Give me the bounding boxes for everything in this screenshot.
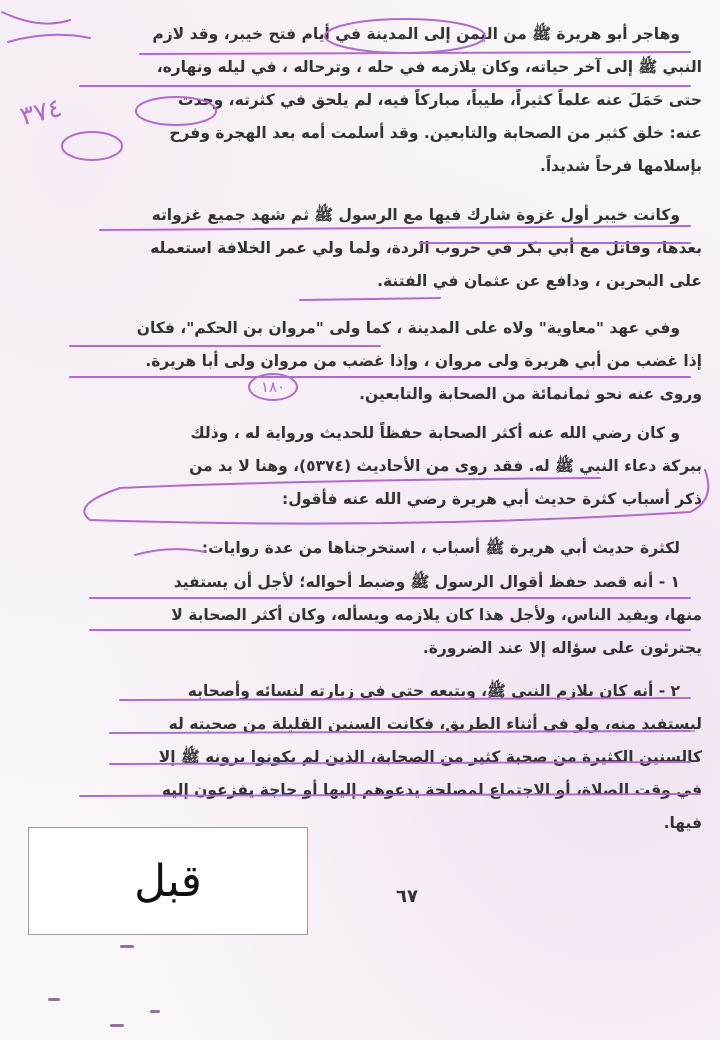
text-line: كالسنين الكثيرة من صحبة كثير من الصحابة، الذين لم يكونوا يرونه ﷺ إلا xyxy=(158,748,702,766)
paragraph-6 xyxy=(70,566,702,665)
text-line: وهاجر أبو هريرة ﷺ من اليمن إلى المدينة في أيام فتح خيبر، وقد لازم xyxy=(152,25,680,43)
label-box xyxy=(28,827,308,935)
text-line: عنه: خلق كثير من الصحابة والتابعين. وقد أسلمت أمه بعد الهجرة وفرح xyxy=(169,124,702,142)
text-line: وفي عهد "معاوية" ولاه على المدينة ، كما ولى "مروان بن الحكم"، فكان xyxy=(136,319,680,337)
page-number: ٦٧ xyxy=(396,886,418,907)
paragraph-1 xyxy=(70,18,702,183)
paragraph-2 xyxy=(70,199,702,298)
text-line: لكثرة حديث أبي هريرة ﷺ أسباب ، استخرجناها من عدة روايات: xyxy=(201,539,680,557)
label-text: قبل xyxy=(134,855,202,907)
handwritten-margin-note: ٣٧٤ xyxy=(17,92,66,133)
text-line: ١ - أنه قصد حفظ أقوال الرسول ﷺ وضبط أحواله؛ لأجل أن يستفيد xyxy=(173,573,680,591)
text-line: فيها. xyxy=(663,814,702,832)
text-line: ذكر أسباب كثرة حديث أبي هريرة رضي الله عنه فأقول: xyxy=(282,490,702,508)
text-line: على البحرين ، ودافع عن عثمان في الفتنة. xyxy=(377,272,702,290)
text-line: في وقت الصلاة، أو الاجتماع لمصلحة يدعوهم إليها أو حاجة يفزعون إليه xyxy=(161,781,702,799)
text-line: النبي ﷺ إلى آخر حياته، وكان يلازمه في حله ، وترحاله ، في ليله ونهاره، xyxy=(156,58,702,76)
scan-mark xyxy=(110,1024,124,1027)
text-line: منها، ويفيد الناس، ولأجل هذا كان يلازمه ويسأله، وكان أكثر الصحابة لا xyxy=(171,606,702,624)
text-line: يجترئون على سؤاله إلا عند الضرورة. xyxy=(422,639,702,657)
paragraph-3 xyxy=(70,312,702,411)
handwritten-circled-number: ١٨٠ xyxy=(248,373,298,401)
scan-mark xyxy=(48,998,60,1001)
text-line: حتى حَمَلَ عنه علماً كثيراً، طيباً، مباركاً فيه، لم يلحق في كثرته، وحدث xyxy=(177,91,702,109)
text-line: ليستفيد منه، ولو في أثناء الطريق، فكانت السنين القليلة من صحبته له xyxy=(168,715,702,733)
paragraph-5 xyxy=(70,532,702,565)
text-line: وكانت خيبر أول غزوة شارك فيها مع الرسول ﷺ ثم شهد جميع غزواته xyxy=(151,206,680,224)
scan-mark xyxy=(150,1010,160,1013)
text-line: بإسلامها فرحاً شديداً. xyxy=(539,157,702,175)
paragraph-4 xyxy=(70,417,702,516)
paragraph-7 xyxy=(70,675,702,840)
text-line: ٢ - أنه كان يلازم النبي ﷺ، ويتبعه حتى في زيارته لنسائه وأصحابه xyxy=(187,682,680,700)
text-line: بعدها، وقاتل مع أبي بكر في حروب الردة، ولما ولي عمر الخلافة استعمله xyxy=(150,239,702,257)
scan-mark xyxy=(120,945,134,948)
text-line: وروى عنه نحو ثمانمائة من الصحابة والتابعين. xyxy=(359,385,702,403)
text-line: ببركة دعاء النبي ﷺ له. فقد روى من الأحاديث (٥٣٧٤)، وهنا لا بد من xyxy=(189,457,702,475)
text-line: و كان رضي الله عنه أكثر الصحابة حفظاً للحديث ورواية له ، وذلك xyxy=(190,424,680,442)
text-line: إذا غضب من أبي هريرة ولى مروان ، وإذا غضب من مروان ولى أبا هريرة. xyxy=(145,352,702,370)
